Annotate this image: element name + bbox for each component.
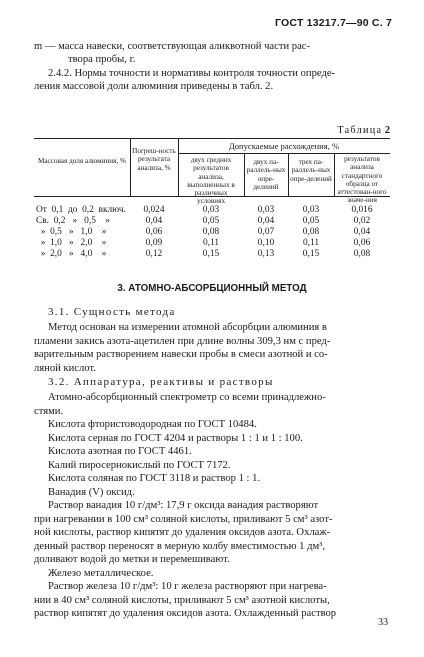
page-header: ГОСТ 13217.7—90 С. 7 [275,17,392,29]
cell-two-means: 0,05 [202,216,220,226]
table-top-rule [34,138,390,139]
reagent-line: Кислота азотная по ГОСТ 4461. [48,446,192,457]
table-caption-word: Таблица [337,125,383,136]
cell-three-parallel: 0,11 [302,238,320,248]
header-col2: двух средних результатов анализа, выполненных в различных условиях [187,156,235,206]
page-number: 33 [378,617,388,628]
cell-range: Св. 0,2 » 0,5 » [36,216,110,226]
header-col0: Массовая доля алюминия, % [37,157,127,165]
method-line-3: варительным растворением навески пробы в смеси азотной и со- [34,349,328,360]
group-header: Допускаемые расхождения, % [228,141,340,151]
cell-error: 0,12 [145,249,163,259]
reagent-line: Калий пиросернокислый по ГОСТ 7172. [48,459,231,471]
col-divider-3 [244,153,245,196]
para-3-2-text: 3.2. Аппаратура, реактивы и растворы [48,376,274,388]
header-col5: результатов анализа стандартного образца от аттестован-ного значе-ния [337,155,387,205]
table-caption [337,125,390,136]
reagent-line: ной кислоты, раствор кипятят до удаления оксидов азота. Охлаж- [34,527,331,538]
cell-range: » 0,5 » 1,0 » [36,227,107,237]
reagent-line: нии в 40 см³ соляной кислоты, приливают 5 см³ азотной кислоты, [34,594,330,606]
para-3-1-text: 3.1. Сущность метода [48,306,176,318]
reagent-line: Ванадия (V) оксид. [48,486,135,498]
col-divider-4 [288,153,289,196]
reagent-line: денный раствор переносят в мерную колбу вместимостью 1 дм³, [34,540,326,552]
table-row [34,205,390,216]
method-line-4: ляной кислот. [34,362,96,374]
reagent-line: стями. [34,405,64,417]
reagent-line: Кислота соляная по ГОСТ 3118 и раствор 1 : 1. [48,473,261,484]
table-row [34,216,390,227]
reagent-line: при нагревании в 100 см³ соляной кислоты, приливают 5 см³ азот- [34,513,333,525]
para-3-2-heading [34,376,390,389]
cell-range: От 0,1 до 0,2 включ. [36,205,126,215]
para-3-1-heading [34,306,390,319]
table-row [34,249,390,260]
reagent-line: Железо металлическое. [48,567,154,579]
cell-three-parallel: 0,05 [302,216,320,226]
header-col4: трех па-раллель-ных опре-делений [290,158,332,183]
cell-three-parallel: 0,03 [302,205,320,215]
cell-standard-sample: 0,08 [353,249,371,259]
reagent-line: Атомно-абсорбционный спектрометр со всеми принадлежно- [48,392,326,403]
reagent-line: Кислота фтористоводородная по ГОСТ 10484. [48,419,257,430]
cell-two-parallel: 0,07 [257,227,275,237]
cell-standard-sample: 0,04 [353,227,371,237]
cell-range: » 1,0 » 2,0 » [36,238,107,248]
header-col1: Погреш-ность результата анализа, % [132,147,176,172]
cell-error: 0,06 [145,227,163,237]
cell-two-means: 0,15 [202,249,220,259]
cell-error: 0,04 [145,216,163,226]
method-line-2: пламени закись азота-ацетилен при длине волны 309,3 нм с пред- [34,335,331,347]
cell-error: 0,024 [143,205,165,215]
cell-two-parallel: 0,04 [257,216,275,226]
reagent-line: Кислота серная по ГОСТ 4204 и растворы 1 : 1 и 1 : 100. [48,432,303,444]
cell-three-parallel: 0,15 [302,249,320,259]
reagent-line: Раствор железа 10 г/дм³: 10 г железа растворяют при нагрева- [48,581,327,592]
method-line-1: Метод основан на измерении атомной абсорбции алюминия в [48,322,327,333]
cell-standard-sample: 0,06 [353,238,371,248]
table-caption-number: 2 [384,125,390,136]
cell-standard-sample: 0,02 [353,216,371,226]
intro-line-1: m — масса навески, соответствующая аликвотной части рас- [34,41,310,52]
reagent-line: доливают водой до метки и перемешивают. [34,554,230,565]
table-row [34,227,390,238]
cell-range: » 2,0 » 4,0 » [36,249,107,259]
para-2-4-2-line-2: ления массовой доли алюминия приведены в табл. 2. [34,81,274,92]
section-3-title: 3. АТОМНО-АБСОРБЦИОННЫЙ МЕТОД [117,283,307,294]
col-divider-1 [130,138,131,196]
cell-two-means: 0,08 [202,227,220,237]
col-divider-5 [334,153,335,196]
reagent-line: Раствор ванадия 10 г/дм³: 17,9 г оксида ванадия растворяют [48,500,319,511]
intro-line-2: твора пробы, г. [68,54,136,65]
header-col3: двух па-раллель-ных опре-делений [246,158,286,191]
group-header-rule [178,153,390,154]
cell-two-means: 0,03 [202,205,220,215]
cell-two-parallel: 0,10 [257,238,275,248]
para-2-4-2-line-1: 2.4.2. Нормы точности и нормативы контроля точности опреде- [48,68,336,79]
reagent-line: раствор кипятят до удаления оксидов азота. Охлажденный раствор [34,608,337,619]
cell-two-parallel: 0,13 [257,249,275,259]
table-row [34,238,390,249]
cell-three-parallel: 0,08 [302,227,320,237]
cell-standard-sample: 0,016 [351,205,373,215]
cell-two-means: 0,11 [202,238,220,248]
cell-error: 0,09 [145,238,163,248]
accuracy-table [34,138,390,262]
cell-two-parallel: 0,03 [257,205,275,215]
